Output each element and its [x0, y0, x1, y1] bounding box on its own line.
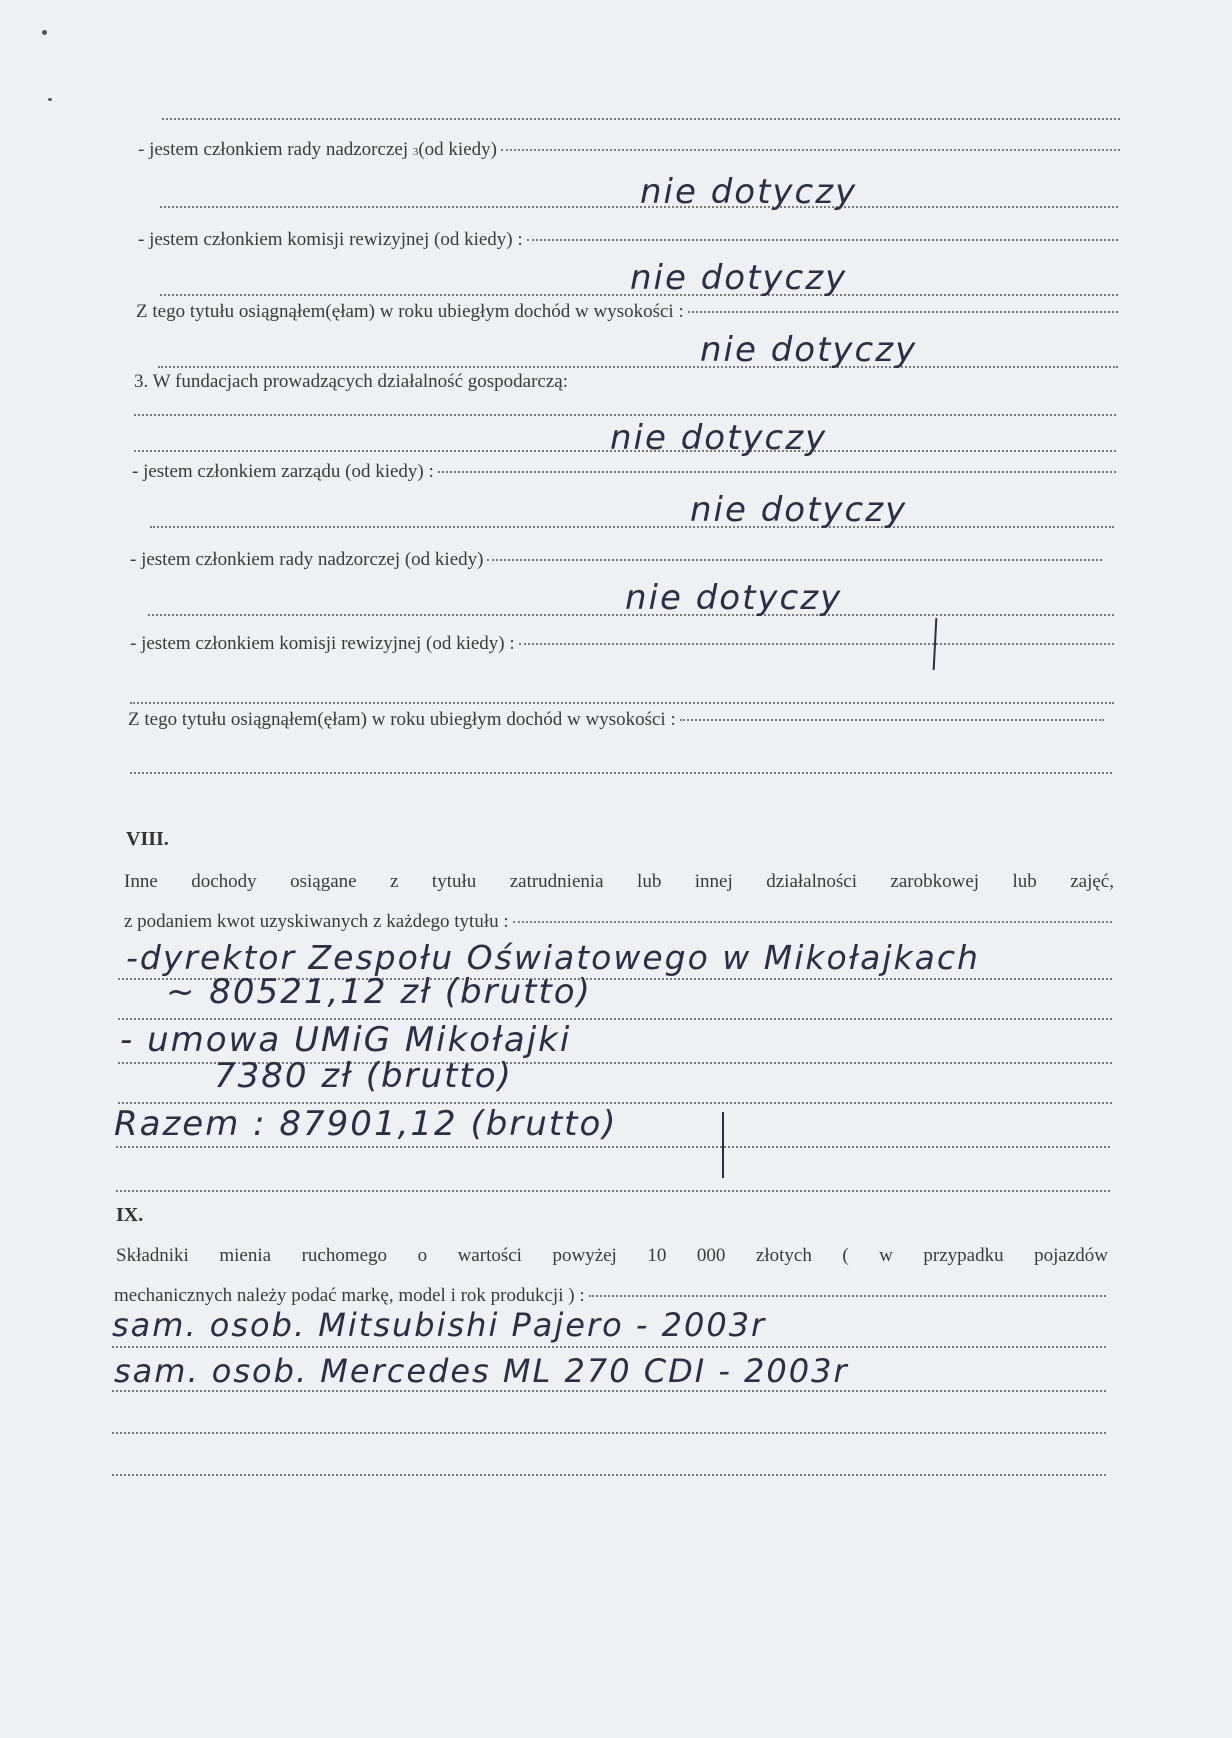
section-viii-text-line2	[124, 910, 1112, 934]
field-supervisory-board-2	[130, 548, 1102, 572]
field-income-2	[128, 708, 1104, 732]
dotted-line	[160, 206, 1118, 208]
dotted-line	[438, 471, 1116, 473]
handwritten-income-line3: - umowa UMiG Mikołajki	[120, 1020, 572, 1060]
handwritten-income-line1: -dyrektor Zespołu Oświatowego w Mikołajkach	[126, 938, 980, 977]
dotted-line	[589, 1295, 1106, 1297]
handwritten-income-total: Razem : 87901,12 (brutto)	[114, 1104, 618, 1144]
section-viii-number: VIII.	[126, 828, 169, 850]
field-label: Z tego tytułu osiągnąłem(ęłam) w roku ubiegłym dochód w wysokości :	[128, 709, 676, 730]
field-label: - jestem członkiem rady nadzorczej (od kiedy)	[130, 549, 484, 570]
field-label-suffix: (od kiedy)	[418, 139, 497, 160]
dotted-line	[112, 1346, 1106, 1348]
dotted-line	[116, 1146, 1110, 1148]
handwritten-not-applicable: nie dotyczy	[690, 490, 908, 530]
dotted-line	[513, 921, 1112, 923]
dotted-line	[112, 1390, 1106, 1392]
section-ix-text-line1: Składniki mienia ruchomego o wartości powyżej 10 000 złotych ( w przypadku pojazdów	[116, 1245, 1108, 1266]
handwritten-not-applicable: nie dotyczy	[625, 578, 843, 618]
field-supervisory-board-1	[138, 138, 1120, 164]
dotted-line	[130, 702, 1114, 704]
handwritten-not-applicable: nie dotyczy	[610, 418, 828, 458]
field-label: - jestem członkiem zarządu (od kiedy) :	[132, 461, 434, 482]
field-label: z podaniem kwot uzyskiwanych z każdego tytułu :	[124, 911, 509, 932]
handwritten-vehicle-2: sam. osob. Mercedes ML 270 CDI - 2003r	[114, 1352, 849, 1390]
field-label: - jestem członkiem komisji rewizyjnej (od kiedy) :	[138, 229, 523, 250]
field-income-1	[136, 300, 1118, 324]
dotted-line	[519, 643, 1114, 645]
section-ix-number: IX.	[116, 1204, 144, 1226]
section-viii-text-line1: Inne dochody osiągane z tytułu zatrudnienia lub innej działalności zarobkowej lub zajęć,	[124, 871, 1114, 892]
scan-speck	[48, 98, 52, 101]
dotted-line	[112, 1474, 1106, 1476]
field-audit-committee-1	[138, 228, 1118, 252]
dotted-line	[134, 414, 1116, 416]
handwritten-not-applicable: nie dotyczy	[640, 172, 858, 212]
field-audit-committee-2	[130, 632, 1114, 656]
dotted-line	[150, 526, 1114, 528]
dotted-line	[158, 366, 1118, 368]
handwritten-not-applicable: nie dotyczy	[700, 330, 918, 370]
dotted-line	[112, 1432, 1106, 1434]
dotted-line	[680, 719, 1104, 721]
field-management-board	[132, 460, 1116, 484]
dotted-line	[501, 149, 1120, 151]
foundations-heading: 3. W fundacjach prowadzących działalność gospodarczą:	[134, 371, 568, 392]
handwritten-income-line4: 7380 zł (brutto)	[214, 1056, 513, 1096]
handwritten-income-line2: ~ 80521,12 zł (brutto)	[166, 972, 592, 1012]
dotted-line	[487, 559, 1102, 561]
dotted-line	[527, 239, 1118, 241]
dotted-line	[130, 772, 1112, 774]
field-label: - jestem członkiem rady nadzorczej	[138, 139, 409, 160]
section-ix-text-line2	[114, 1284, 1106, 1308]
field-label: mechanicznych należy podać markę, model i rok produkcji ) :	[114, 1285, 585, 1306]
field-label: Z tego tytułu osiągnąłem(ęłam) w roku ubiegłym dochód w wysokości :	[136, 301, 684, 322]
dotted-line	[116, 1190, 1110, 1192]
dotted-line	[688, 311, 1118, 313]
dotted-line	[162, 118, 1120, 120]
handwritten-vehicle-1: sam. osob. Mitsubishi Pajero - 2003r	[112, 1306, 767, 1344]
handwritten-stroke	[722, 1112, 724, 1178]
handwritten-not-applicable: nie dotyczy	[630, 258, 848, 298]
field-label: - jestem członkiem komisji rewizyjnej (od kiedy) :	[130, 633, 515, 654]
footnote-mark: 3	[412, 146, 419, 158]
scan-speck	[42, 30, 47, 35]
